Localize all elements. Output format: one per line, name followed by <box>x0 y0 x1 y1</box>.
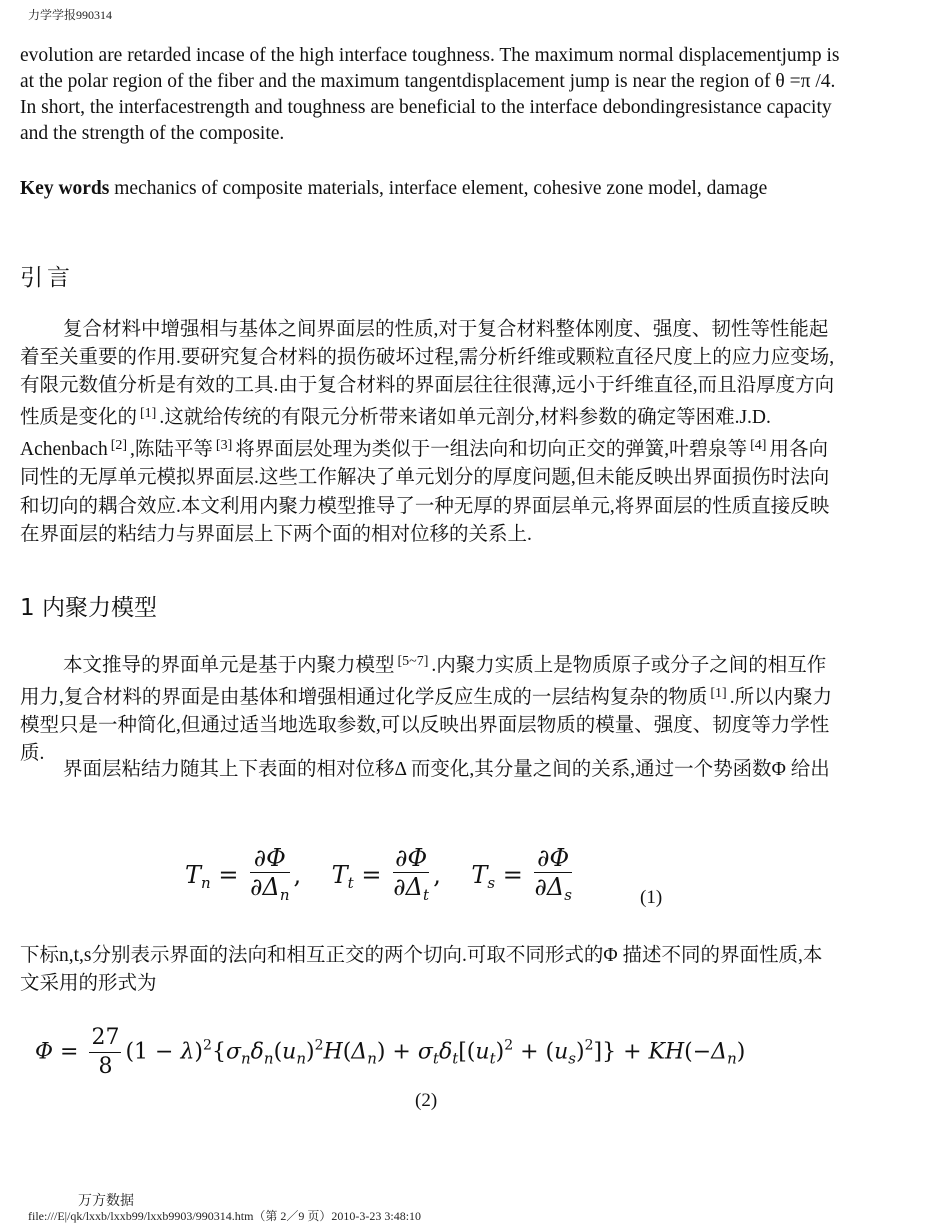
section1-paragraph-3: 下标n,t,s分别表示界面的法向和相互正交的两个切向.可取不同形式的Φ 描述不同的界面性质,本文采用的形式为 <box>20 945 823 995</box>
intro-text-2: .这就给传统的有限元分析带来诸如单元剖分,材料参数的确定等困难.J.D. Achenbach <box>20 407 771 461</box>
section1-p2-text: 界面层粘结力随其上下表面的相对位移Δ 而变化,其分量之间的关系,通过一个势函数Φ 给出 <box>63 759 830 780</box>
abstract-tail: evolution are retarded incase of the high interface toughness. The maximum normal displacementjump is at the polar region of the fiber and the maximum tangentdisplacement jump is near the region of θ =π /4. In short, the interfacestrength and toughness are beneficial to the interface debondingresistance capacity and the strength of the composite. <box>20 45 840 144</box>
equation-1: $T_n$ = $\frac{\partial\Phi}{\partial\Delta_n}$ , $T_t$ = $\frac{\partial\Phi}{\partial\Delta_t}$ , $T_s$ = $\frac{\partial\Phi}{\partial\Delta_s}$ (1) <box>185 844 663 908</box>
equation-2-number: (2) <box>415 1090 438 1111</box>
section1-p1-text-1: 本文推导的界面单元是基于内聚力模型 <box>63 655 395 676</box>
section1-p1-text-2: .内聚力实质上是物质原子或分子之间的相互作用力,复合材料的界面是由基体和增强相通过化学反应生成的一层结构复杂的物质 <box>20 655 827 709</box>
citation-1b: [1] <box>710 686 727 702</box>
section1-heading: 1 内聚力模型 <box>20 595 157 621</box>
keywords-label: Key words <box>20 178 110 199</box>
citation-1: [1] <box>140 406 157 422</box>
intro-text-5: 用各向同性的无厚单元模拟界面层.这些工作解决了单元划分的厚度问题,但未能反映出界面损伤时法向和切向的耦合效应.本文利用内聚力模型推导了一种无厚的界面层单元,将界面层的性质直接反映在界面层的粘结力与界面层上下两个面的相对位移的关系上. <box>20 439 830 545</box>
equation-2: Φ = $\frac{27}{8}$ $(1 - \lambda)^2\{\sigma_n\delta_n(u_n)^2H(\Delta_n) + \sigma_t\delta_t[(u_t)^2 + (u_s)^2]\} + KH(-\Delta_n)$ <box>35 1025 746 1079</box>
citation-5-7: [5~7] <box>397 654 429 669</box>
intro-text-3: ,陈陆平等 <box>130 439 213 461</box>
section1-paragraph-2 <box>20 756 840 784</box>
journal-header-id: 力学学报990314 <box>28 8 113 22</box>
keywords <box>20 176 850 202</box>
citation-3: [3] <box>215 438 233 454</box>
equation-1-number: (1) <box>640 887 663 908</box>
keywords-text: mechanics of composite materials, interface element, cohesive zone model, damage <box>109 178 768 199</box>
citation-4: [4] <box>750 438 767 454</box>
intro-text-1: 复合材料中增强相与基体之间界面层的性质,对于复合材料整体刚度、强度、韧性等性能起着至关重要的作用.要研究复合材料的损伤破坏过程,需分析纤维或颗粒直径尺度上的应力应变场,有限元数值分析是有效的工具.由于复合材料的界面层往往很薄,远小于纤维直径,而且沿厚度方向性质是变化的 <box>20 319 835 429</box>
section1-p1-text-3: .所以内聚力模型只是一种简化,但通过适当地选取参数,可以反映出界面层物质的模量、强度、韧度等力学性质. <box>20 687 833 765</box>
section1-paragraph-1 <box>20 648 840 768</box>
intro-heading: 引言 <box>20 265 74 291</box>
watermark-text: 万方数据 <box>78 1194 134 1209</box>
citation-2: [2] <box>110 438 128 454</box>
intro-text-4: 将界面层处理为类似于一组法向和切向正交的弹簧,叶碧泉等 <box>235 439 748 461</box>
intro-paragraph <box>20 316 840 549</box>
file-path-footer: file:///E|/qk/lxxb/lxxb99/lxxb9903/990314.htm（第 2／9 页）2010-3-23 3:48:10 <box>28 1209 422 1223</box>
